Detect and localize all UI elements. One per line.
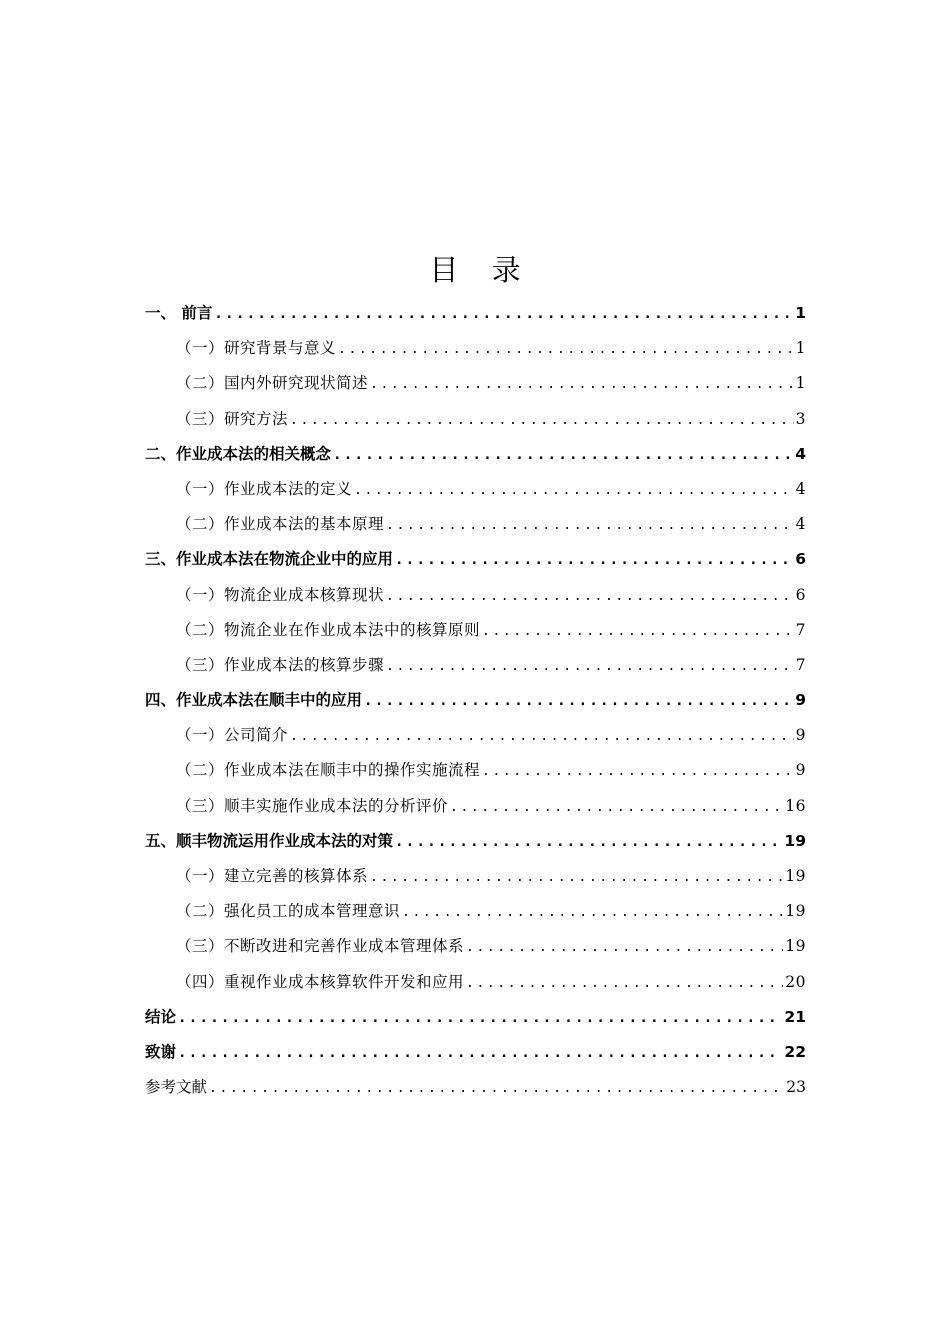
toc-entry[interactable] — [145, 402, 806, 437]
toc-entry[interactable] — [145, 718, 806, 753]
toc-entry[interactable] — [145, 894, 806, 929]
toc-entry-title: （二）作业成本法在顺丰中的操作实施流程 — [176, 761, 481, 780]
toc-entry-title: 三、作业成本法在物流企业中的应用 — [145, 550, 394, 569]
toc-entry[interactable] — [145, 929, 806, 964]
toc-entry-page: 22 — [784, 1042, 806, 1061]
toc-entry[interactable] — [145, 366, 806, 401]
toc-entry[interactable] — [145, 296, 806, 331]
toc-entry-page: 4 — [795, 515, 806, 534]
toc-leader-dots — [466, 930, 783, 965]
toc-leader-dots — [386, 579, 794, 614]
toc-entry-page: 19 — [785, 937, 806, 956]
toc-entry-page: 1 — [795, 304, 806, 322]
toc-entry-title: （四）重视作业成本核算软件开发和应用 — [176, 972, 465, 991]
toc-entry-page: 1 — [795, 374, 806, 393]
toc-entry-title: 四、作业成本法在顺丰中的应用 — [145, 691, 363, 710]
toc-entry-title: 一、 前言 — [145, 304, 213, 322]
toc-entry-title: （一）作业成本法的定义 — [176, 479, 353, 498]
toc-leader-dots — [214, 297, 793, 332]
toc-entry-title: （三）作业成本法的核算步骤 — [176, 655, 385, 674]
toc-entry-page: 20 — [785, 972, 806, 991]
toc-entry-title: （一）建立完善的核算体系 — [176, 867, 369, 885]
toc-entry-page: 6 — [795, 585, 806, 604]
table-of-contents — [145, 296, 806, 1105]
toc-leader-dots — [370, 367, 794, 402]
toc-entry-page: 16 — [785, 796, 806, 815]
toc-entry-title: （二）作业成本法的基本原理 — [176, 515, 385, 534]
toc-leader-dots — [466, 966, 783, 1001]
toc-entry-page: 9 — [795, 726, 806, 745]
toc-entry-title: （二）强化员工的成本管理意识 — [176, 902, 401, 921]
toc-entry[interactable] — [145, 613, 806, 648]
toc-entry[interactable] — [145, 648, 806, 683]
toc-entry-title: （二）物流企业在作业成本法中的核算原则 — [176, 620, 481, 639]
toc-entry[interactable] — [145, 1035, 806, 1070]
toc-entry-title: （三）顺丰实施作业成本法的分析评价 — [176, 796, 449, 815]
toc-leader-dots — [354, 473, 794, 508]
toc-entry-title: （一）物流企业成本核算现状 — [176, 585, 385, 604]
toc-entry-title: （一）研究背景与意义 — [176, 339, 337, 358]
toc-entry-page: 19 — [784, 831, 806, 850]
toc-entry[interactable] — [145, 753, 806, 788]
toc-entry[interactable] — [145, 542, 806, 577]
toc-entry-page: 19 — [785, 902, 806, 921]
toc-leader-dots — [178, 1001, 782, 1036]
toc-entry[interactable] — [145, 1000, 806, 1035]
toc-entry-title: 参考文献 — [145, 1078, 208, 1097]
toc-entry-page: 19 — [785, 867, 806, 885]
toc-leader-dots — [482, 754, 794, 789]
toc-entry[interactable] — [145, 578, 806, 613]
page-title: 目 录 — [429, 253, 533, 287]
toc-entry-page: 6 — [795, 550, 806, 569]
toc-leader-dots — [402, 895, 783, 930]
toc-entry[interactable] — [145, 437, 806, 472]
toc-entry-title: 二、作业成本法的相关概念 — [145, 444, 332, 463]
toc-leader-dots — [395, 543, 793, 578]
toc-entry-page: 4 — [795, 479, 806, 498]
toc-entry-page: 9 — [795, 761, 806, 780]
toc-entry-page: 3 — [795, 409, 806, 428]
toc-leader-dots — [364, 684, 793, 719]
toc-leader-dots — [338, 332, 794, 367]
toc-entry[interactable] — [145, 1070, 806, 1105]
toc-entry[interactable] — [145, 472, 806, 507]
toc-entry-title: （三）不断改进和完善作业成本管理体系 — [176, 937, 465, 956]
toc-entry-page: 7 — [795, 655, 806, 674]
toc-leader-dots — [386, 649, 794, 684]
toc-leader-dots — [386, 508, 794, 543]
toc-entry-page: 21 — [784, 1007, 806, 1026]
toc-leader-dots — [370, 860, 783, 895]
toc-entry[interactable] — [145, 789, 806, 824]
toc-entry-title: 结论 — [145, 1007, 177, 1026]
toc-entry-page: 4 — [795, 444, 806, 463]
toc-leader-dots — [333, 438, 793, 473]
toc-leader-dots — [395, 825, 782, 860]
toc-entry-page: 23 — [786, 1078, 806, 1097]
toc-entry-title: （三）研究方法 — [176, 409, 289, 428]
toc-leader-dots — [290, 403, 794, 438]
toc-entry-page: 1 — [795, 339, 806, 358]
toc-entry-title: 致谢 — [145, 1042, 177, 1061]
toc-entry-title: （二）国内外研究现状简述 — [176, 374, 369, 393]
toc-entry[interactable] — [145, 965, 806, 1000]
toc-entry-page: 7 — [795, 620, 806, 639]
toc-entry-title: （一）公司简介 — [176, 726, 289, 745]
toc-entry[interactable] — [145, 824, 806, 859]
toc-leader-dots — [209, 1071, 784, 1106]
toc-leader-dots — [450, 790, 783, 825]
toc-entry-title: 五、顺丰物流运用作业成本法的对策 — [145, 831, 394, 850]
toc-entry[interactable] — [145, 507, 806, 542]
toc-entry[interactable] — [145, 683, 806, 718]
toc-entry[interactable] — [145, 859, 806, 894]
toc-entry[interactable] — [145, 331, 806, 366]
toc-leader-dots — [290, 719, 794, 754]
toc-entry-page: 9 — [795, 691, 806, 710]
toc-leader-dots — [482, 614, 794, 649]
toc-leader-dots — [178, 1036, 782, 1071]
